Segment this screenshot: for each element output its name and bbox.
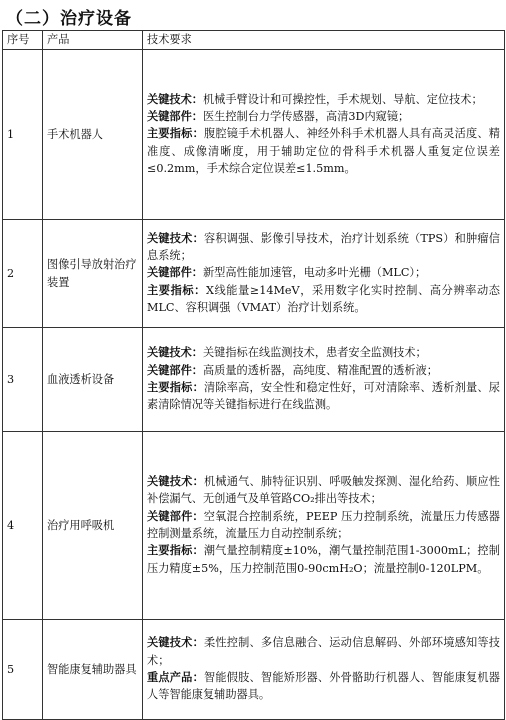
requirement-text: 机械通气、肺特征识别、呼吸触发探测、湿化给药、顺应性补偿漏气、无创通气及单管路CO₂排出等技术； [147,475,500,506]
table-row [3,620,505,720]
row-no: 3 [3,328,43,432]
requirement-text: 智能假肢、智能矫形器、外骨骼助行机器人、智能康复机器人等智能康复辅助器具。 [147,671,500,702]
row-product: 手术机器人 [43,50,143,220]
requirement-item [147,125,500,177]
requirement-item [147,230,500,265]
row-requirements [143,220,505,328]
row-no: 2 [3,220,43,328]
table-row [3,432,505,620]
requirement-item [147,634,500,669]
requirement-item [147,264,500,281]
requirement-text: 机械手臂设计和可操控性，手术规划、导航、定位技术； [202,92,483,106]
row-no: 1 [3,50,43,220]
requirement-label: 主要指标： [147,543,204,558]
requirement-label: 主要指标： [147,380,204,394]
requirement-label: 关键技术： [147,345,203,360]
row-requirements [143,328,505,432]
requirement-text: 清除率高，安全性和稳定性好，可对清除率、透析剂量、尿素清除情况等关键指标进行在线监测。 [147,381,500,412]
header-product: 产品 [43,31,143,50]
requirement-text: 潮气量控制精度±10%，潮气量控制范围1-3000mL；控制压力精度±5%，压力控制范围0-90cmH₂O；流量控制0-120LPM。 [147,544,500,575]
table-header-row [3,31,505,50]
requirement-label: 重点产品： [147,670,204,684]
equipment-table [2,30,505,720]
requirement-item [147,473,500,508]
table-row [3,50,505,220]
row-product: 智能康复辅助器具 [43,620,143,720]
requirement-text: 高质量的透析器，高纯度、精准配置的透析液； [202,363,438,377]
requirement-label: 关键技术： [147,91,203,106]
requirement-label: 关键部件： [147,265,203,280]
requirement-text: 医生控制台力学传感器，高清3D内窥镜； [202,110,410,124]
row-requirements [143,50,505,220]
requirement-label: 关键技术： [147,230,204,245]
header-no: 序号 [3,31,43,50]
section-title: （二）治疗设备 [6,9,132,29]
requirement-text: 关键指标在线监测技术，患者安全监测技术； [202,346,427,360]
requirement-text: 新型高性能加速管，电动多叶光栅（MLC）； [202,266,427,280]
requirement-item [147,362,500,379]
requirement-text: 柔性控制、多信息融合、运动信息解码、外部环境感知等技术； [147,636,500,667]
requirement-item [147,669,500,704]
requirement-label: 主要指标： [147,282,206,297]
row-product: 治疗用呼吸机 [43,432,143,620]
requirement-label: 关键部件： [147,362,203,377]
row-requirements [143,620,505,720]
requirement-label: 主要指标： [147,126,204,141]
row-no: 5 [3,620,43,720]
header-requirements: 技术要求 [143,31,505,50]
row-product: 血液透析设备 [43,328,143,432]
table-row [3,328,505,432]
requirement-label: 关键部件： [147,109,203,124]
requirement-text: 容积调强、影像引导技术，治疗计划系统（TPS）和肿瘤信息系统； [147,231,500,263]
requirement-item [147,108,500,125]
requirement-item [147,91,500,108]
row-no: 4 [3,432,43,620]
requirement-item [147,344,500,361]
requirement-item [147,379,500,414]
requirement-text: 空氧混合控制系统，PEEP 压力控制系统，流量压力传感器控制测量系统，流量压力自动控制系统； [147,509,500,540]
requirement-label: 关键技术： [147,474,204,489]
row-requirements [143,432,505,620]
requirement-item [147,508,500,543]
requirement-item [147,282,500,317]
requirement-text: X线能量≥14MeV，采用数字化实时控制、高分辨率动态MLC、容积调强（VMAT）治疗计划系统。 [147,283,500,314]
row-product: 图像引导放射治疗装置 [43,220,143,328]
table-row [3,220,505,328]
requirement-item [147,542,500,577]
requirement-text: 腹腔镜手术机器人、神经外科手术机器人具有高灵活度、精准度、成像清晰度，用于辅助定位的骨科手术机器人重复定位误差≤0.2mm，手术综合定位误差≤1.5mm。 [147,127,500,175]
requirement-label: 关键部件： [147,508,204,523]
requirement-label: 关键技术： [147,635,204,650]
